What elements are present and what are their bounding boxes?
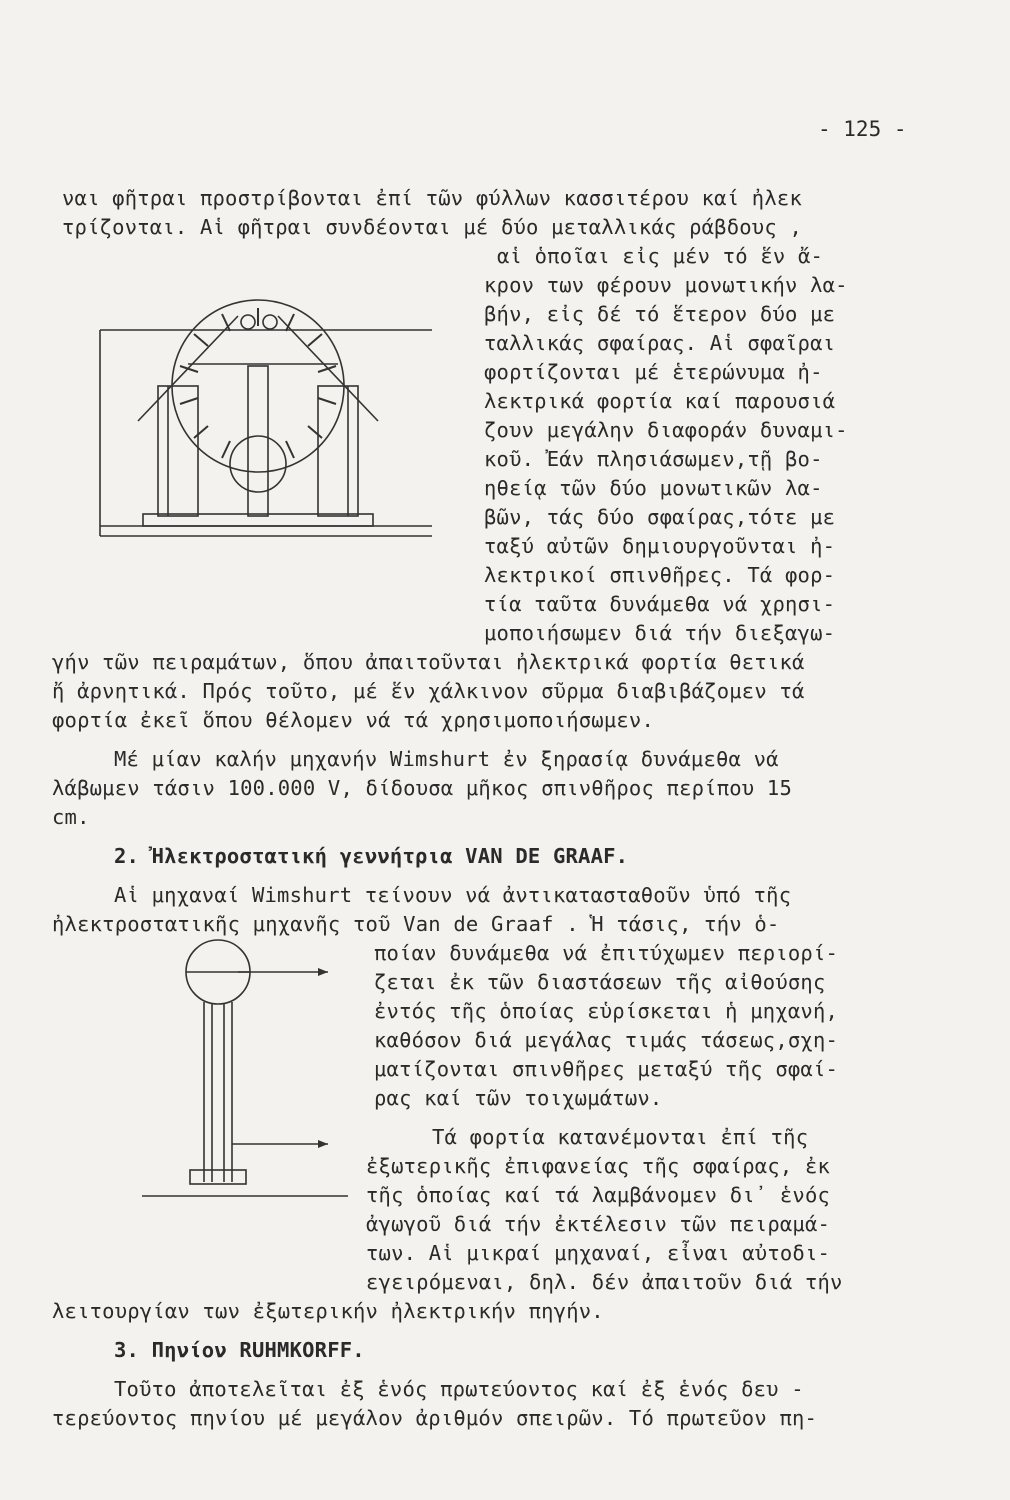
text-line: φορτία ἐκεῖ ὅπου θέλομεν νά τά χρησιμοποιήσωμεν.	[52, 708, 655, 732]
text-line: εγειρόμεναι, δηλ. δέν ἀπαιτοῦν διά τήν	[366, 1270, 843, 1294]
text-line: τῆς ὁποίας καί τά λαμβάνομεν δι᾽ ἑνός	[366, 1183, 831, 1207]
text-line: ποίαν δυνάμεθα νά ἐπιτύχωμεν περιορί-	[374, 941, 839, 965]
text-line: φορτίζονται μέ ἑτερώνυμα ἠ-	[484, 360, 823, 384]
text-line: Τοῦτο ἀποτελεῖται ἐξ ἑνός πρωτεύοντος καί ἐξ ἑνός δευ -	[114, 1377, 804, 1401]
text-line: Τά φορτία κατανέμονται ἐπί τῆς	[432, 1125, 809, 1149]
section-heading: 3. Πηνίον RUHMKORFF.	[114, 1338, 365, 1362]
text-line: ζεται ἐκ τῶν διαστάσεων τῆς αἰθούσης	[374, 970, 826, 994]
text-line: cm.	[52, 805, 90, 829]
text-line: ματίζονται σπινθῆρες μεταξύ τῆς σφαί-	[374, 1057, 839, 1081]
van-de-graaf-figure	[138, 932, 358, 1212]
text-line: λάβωμεν τάσιν 100.000 V, δίδουσα μῆκος σπινθῆρος περίπου 15	[52, 776, 792, 800]
text-line: λεκτρικά φορτία καί παρουσιά	[484, 389, 836, 413]
text-line: μοποιήσωμεν διά τήν διεξαγω-	[484, 621, 836, 645]
text-line: ἐντός τῆς ὁποίας εὑρίσκεται ἡ μηχανή,	[374, 999, 839, 1023]
text-line: ἐξωτερικῆς ἐπιφανείας τῆς σφαίρας, ἐκ	[366, 1154, 831, 1178]
page-number: - 125 -	[818, 117, 907, 141]
text-line: τία ταῦτα δυνάμεθα νά χρησι-	[484, 592, 836, 616]
text-line: αἱ ὁποῖαι εἰς μέν τό ἕν ἄ-	[497, 244, 824, 268]
text-line: ναι φῆτραι προστρίβονται ἐπί τῶν φύλλων κασσιτέρου καί ἠλεκ	[62, 186, 802, 210]
text-line: Αἱ μηχαναί Wimshurt τείνουν νά ἀντικατασταθοῦν ὑπό τῆς	[114, 883, 792, 907]
text-line: κοῦ. Ἐάν πλησιάσωμεν,τῇ βο-	[484, 447, 823, 471]
text-line: ταξύ αὐτῶν δημιουργοῦνται ἠ-	[484, 534, 836, 558]
text-line: βήν, εἰς δέ τό ἕτερον δύο με	[484, 302, 836, 326]
text-line: των. Αἱ μικραί μηχαναί, εἶναι αὐτοδι-	[366, 1241, 831, 1265]
wimshurt-machine-figure	[98, 286, 438, 546]
text-line: ταλλικάς σφαίρας. Αἱ σφαῖραι	[484, 331, 836, 355]
text-line: λεκτρικοί σπινθῆρες. Τά φορ-	[484, 563, 836, 587]
section-heading: 2. Ἠλεκτροστατική γεννήτρια VAN DE GRAAF.	[114, 844, 629, 868]
text-line: βῶν, τάς δύο σφαίρας,τότε με	[484, 505, 836, 529]
text-line: ρας καί τῶν τοιχωμάτων.	[374, 1086, 663, 1110]
text-line: ηθείᾳ τῶν δύο μονωτικῶν λα-	[484, 476, 823, 500]
text-line: τρίζονται. Αἱ φῆτραι συνδέονται μέ δύο μεταλλικάς ράβδους ,	[62, 215, 802, 239]
text-line: ζουν μεγάλην διαφοράν δυναμι-	[484, 418, 848, 442]
text-line: γήν τῶν πειραμάτων, ὅπου ἀπαιτοῦνται ἠλεκτρικά φορτία θετικά	[52, 650, 805, 674]
text-line: λειτουργίαν των ἐξωτερικήν ἠλεκτρικήν πηγήν.	[52, 1299, 604, 1323]
text-line: ἠλεκτροστατικῆς μηχανῆς τοῦ Van de Graaf . Ἡ τάσις, τήν ὁ-	[52, 912, 780, 936]
text-line: κρον των φέρουν μονωτικήν λα-	[484, 273, 848, 297]
text-line: ἀγωγοῦ διά τήν ἐκτέλεσιν τῶν πειραμά-	[366, 1212, 831, 1236]
text-line: Μέ μίαν καλήν μηχανήν Wimshurt ἐν ξηρασίᾳ δυνάμεθα νά	[114, 747, 779, 771]
text-line: καθόσον διά μεγάλας τιμάς τάσεως,σχη-	[374, 1028, 839, 1052]
text-line: ἤ ἀρνητικά. Πρός τοῦτο, μέ ἕν χάλκινον σῦρμα διαβιβάζομεν τά	[52, 679, 805, 703]
text-line: τερεύοντος πηνίου μέ μεγάλον ἀριθμόν σπειρῶν. Τό πρωτεῦον πη-	[52, 1406, 818, 1430]
